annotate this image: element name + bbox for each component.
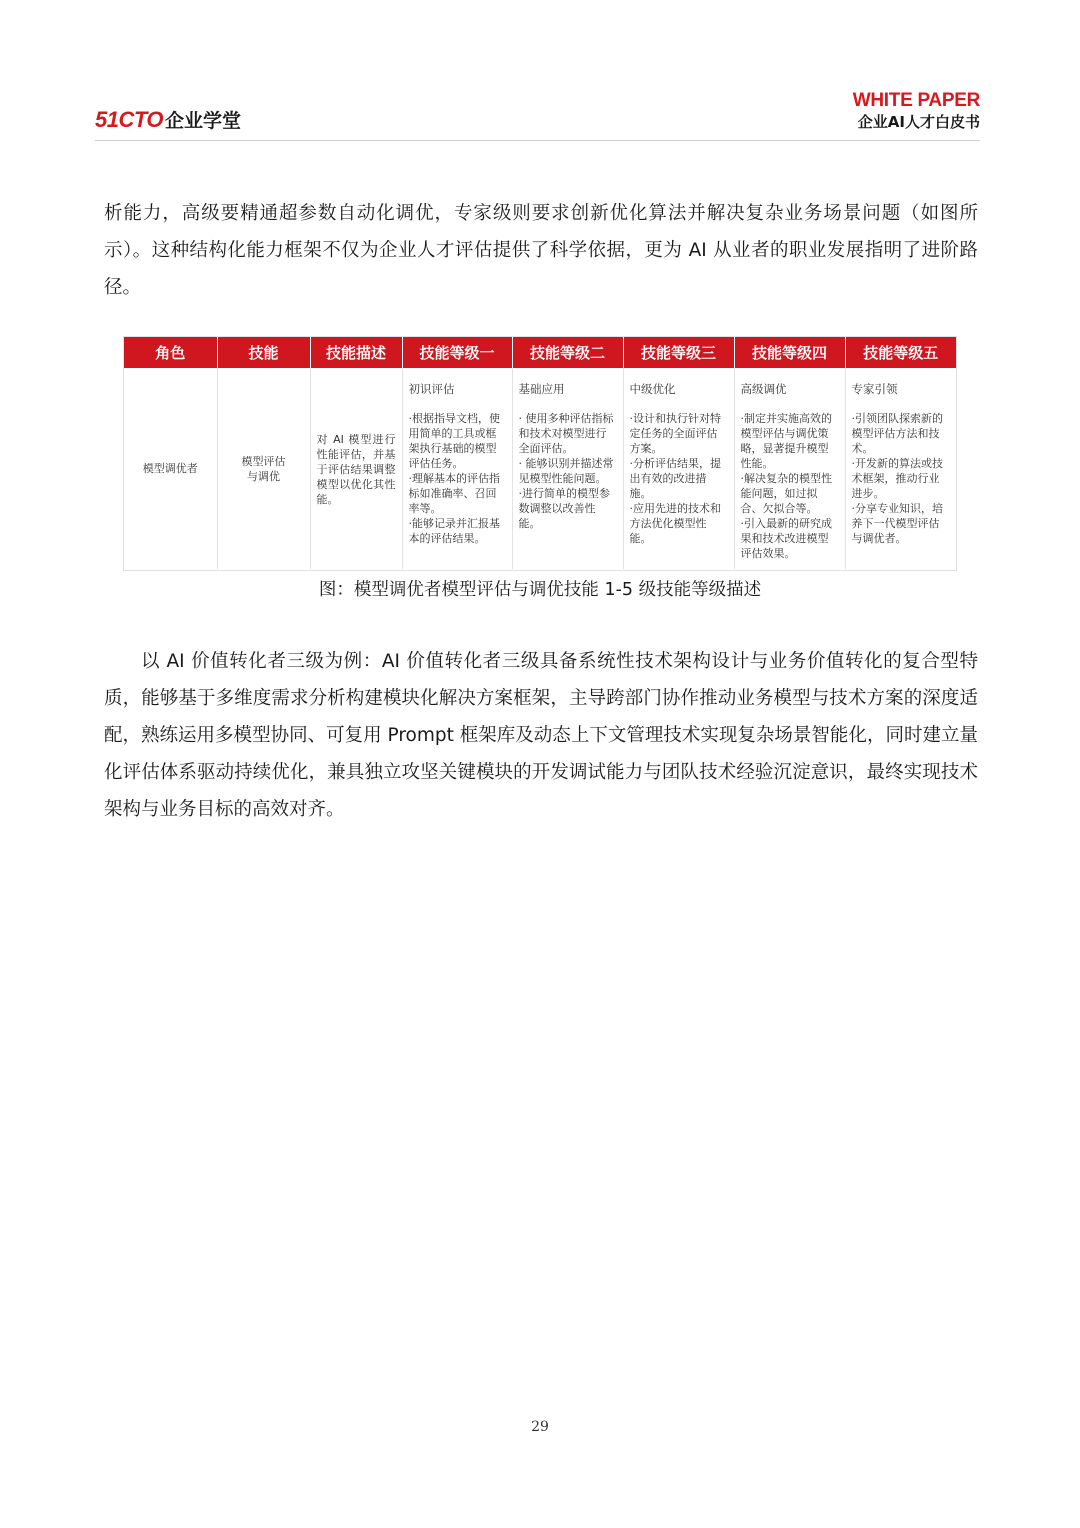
level-title: 基础应用: [518, 382, 565, 396]
list-item: ·分享专业知识，培养下一代模型评估与调优者。: [851, 502, 943, 545]
list-item: ·理解基本的评估指标如准确率、召回率等。: [408, 472, 500, 515]
list-item: · 能够识别并描述常见模型性能问题。: [518, 457, 614, 485]
table-row: [124, 368, 956, 569]
cell-level-5: [845, 368, 956, 569]
white-paper-label: [853, 90, 980, 132]
cell-skill: 模型评估与调优: [217, 368, 310, 569]
cell-skill-desc: 对 AI 模型进行性能评估，并基于评估结果调整模型以优化其性能。: [310, 368, 402, 569]
skill-level-table: [123, 336, 957, 571]
level-title: 初识评估: [408, 382, 455, 396]
header-skill: 技能: [217, 337, 310, 368]
list-item: ·应用先进的技术和方法优化模型性能。: [629, 502, 721, 545]
list-item: ·能够记录并汇报基本的评估结果。: [408, 517, 500, 545]
logo-brand: 51CTO: [95, 107, 164, 132]
cell-level-2: [512, 368, 623, 569]
header-level-5: 技能等级五: [845, 337, 956, 368]
paragraph-intro: 析能力，高级要精通超参数自动化调优，专家级则要求创新优化算法并解决复杂业务场景问题（如图所示）。这种结构化能力框架不仅为企业人才评估提供了科学依据，更为 AI 从业者的职业发展指明了进阶路径。: [104, 203, 978, 298]
page-header: [95, 88, 980, 141]
cell-role: 模型调优者: [124, 368, 217, 569]
list-item: ·开发新的算法或技术框架，推动行业进步。: [851, 457, 943, 500]
list-item: ·引入最新的研究成果和技术改进模型评估效果。: [740, 517, 832, 560]
cell-level-1: [402, 368, 512, 569]
logo-subtitle: 企业学堂: [165, 110, 242, 132]
list-item: ·进行简单的模型参数调整以改善性能。: [518, 487, 610, 530]
list-item: ·分析评估结果，提出有效的改进措施。: [629, 457, 721, 500]
level-title: 专家引领: [851, 382, 898, 396]
cell-level-4: [734, 368, 845, 569]
header-role: 角色: [124, 337, 217, 368]
figure-caption: 图：模型调优者模型评估与调优技能 1-5 级技能等级描述: [318, 580, 762, 600]
header-level-4: 技能等级四: [734, 337, 845, 368]
white-paper-title: WHITE PAPER: [852, 90, 980, 111]
list-item: ·解决复杂的模型性能问题，如过拟合、欠拟合等。: [740, 472, 832, 515]
page-number: 29: [531, 1419, 549, 1435]
header-level-3: 技能等级三: [623, 337, 734, 368]
paragraph-example: 以 AI 价值转化者三级为例：AI 价值转化者三级具备系统性技术架构设计与业务价值转化的复合型特质，能够基于多维度需求分析构建模块化解决方案框架，主导跨部门协作推动业务模型与技术方案的深度适配，熟练运用多模型协同、可复用 Prompt 框架库及动态上下文管理技术实现复杂场景智能化，同时建立量化评估体系驱动持续优化，兼具独立攻坚关键模块的开发调试能力与团队技术经验沉淀意识，最终实现技术架构与业务目标的高效对齐。: [104, 651, 978, 820]
level-title: 高级调优: [740, 382, 787, 396]
logo: [95, 106, 241, 133]
cell-level-3: [623, 368, 734, 569]
level-title: 中级优化: [629, 382, 676, 396]
list-item: ·制定并实施高效的模型评估与调优策略，显著提升模型性能。: [740, 412, 832, 470]
list-item: ·设计和执行针对特定任务的全面评估方案。: [629, 412, 721, 455]
white-paper-subtitle: 企业AI人才白皮书: [857, 113, 980, 131]
header-level-1: 技能等级一: [402, 337, 512, 368]
list-item: · 使用多种评估指标和技术对模型进行全面评估。: [518, 412, 614, 455]
header-skill-desc: 技能描述: [310, 337, 402, 368]
list-item: ·根据指导文档，使用简单的工具或框架执行基础的模型评估任务。: [408, 412, 500, 470]
list-item: ·引领团队探索新的模型评估方法和技术。: [851, 412, 943, 455]
header-level-2: 技能等级二: [512, 337, 623, 368]
